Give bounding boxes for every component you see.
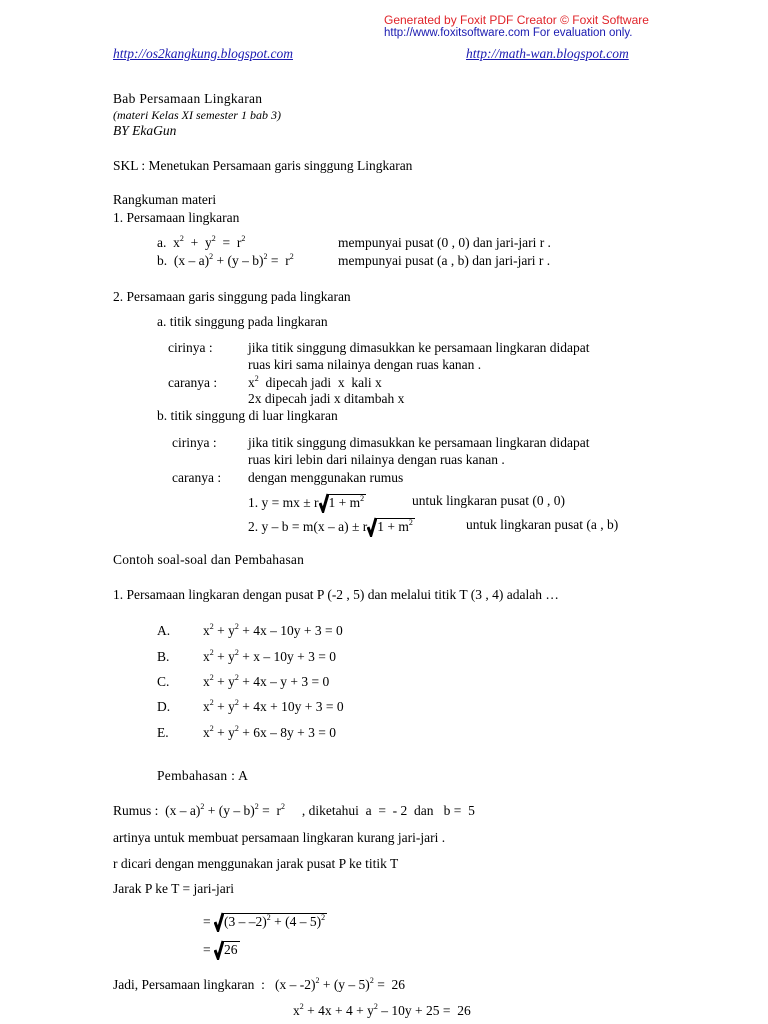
caranya-label-a: caranya :	[168, 375, 218, 390]
formula-1	[248, 493, 366, 511]
cirinya-b-line2: ruas kiri lebin dari nilainya dengan ruas kanan .	[248, 452, 505, 467]
cirinya-a-line1: jika titik singgung dimasukkan ke persamaan lingkaran didapat	[248, 340, 590, 355]
answer-line: Pembahasan : A	[157, 768, 249, 783]
question-1: 1. Persamaan lingkaran dengan pusat P (-2 , 5) dan melalui titik T (3 , 4) adalah …	[113, 587, 559, 602]
explanation-line: artinya untuk membuat persamaan lingkaran kurang jari-jari .	[113, 830, 446, 845]
option-c: $x^2 + y^2 + 4x - y + 3 = 0$	[203, 673, 330, 689]
cirinya-label-b: cirinya :	[172, 435, 217, 450]
sqrt-icon	[214, 912, 222, 930]
sqrt-icon	[214, 940, 222, 958]
conclusion-line: Jadi, Persamaan lingkaran : (x – -2)$^2$ + (y – 5)$^2$ = 26	[113, 976, 406, 992]
calc-equals-2: =	[203, 942, 211, 957]
option-letter-c: C.	[157, 674, 170, 689]
header-link-left[interactable]: http://os2kangkung.blogspot.com	[113, 46, 293, 61]
option-letter-b: B.	[157, 649, 170, 664]
calc-step-1	[203, 912, 327, 930]
formula-line: Rumus : $(x - a)^2 + (y - b)^2 = r^2$ , diketahui a = - 2 dan b = 5	[113, 802, 475, 818]
equation-a: a. $x^2 + y^2 = r^2$	[157, 234, 246, 250]
caranya-label-b: caranya :	[172, 470, 222, 485]
expansion-line: $x^2 + 4x + 4 + y^2 - 10y + 25 = 26$	[293, 1002, 471, 1018]
author: BY EkaGun	[113, 123, 177, 138]
equation-b: b. $(x - a)^2 + (y - b)^2 = r^2$	[157, 252, 294, 268]
caranya-b-line1: dengan menggunakan rumus	[248, 470, 404, 485]
formula-2	[248, 517, 415, 535]
sub-item-b: b. titik singgung di luar lingkaran	[157, 408, 338, 423]
summary-item-2: 2. Persamaan garis singgung pada lingkaran	[113, 289, 351, 304]
equation-b-desc: mempunyai pusat (a , b) dan jari-jari r .	[338, 253, 551, 268]
formula-2-desc: untuk lingkaran pusat (a , b)	[466, 517, 619, 532]
sub-item-a: a. titik singgung pada lingkaran	[157, 314, 328, 329]
caranya-a-line2: 2x dipecah jadi x ditambah x	[248, 391, 405, 406]
formula-1-left: 1. y = mx ± r	[248, 495, 319, 510]
caranya-a-line1: $x^2$ dipecah jadi x kali x	[248, 374, 382, 390]
skl-line: SKL : Menetukan Persamaan garis singgung Lingkaran	[113, 158, 413, 173]
radius-line: r dicari dengan menggunakan jarak pusat P ke titik T	[113, 856, 399, 871]
distance-line: Jarak P ke T = jari-jari	[113, 881, 234, 896]
option-b: $x^2 + y^2 + x - 10y + 3 = 0$	[203, 648, 336, 664]
formula-2-left: 2. y – b = m(x – a) ± r	[248, 519, 368, 534]
watermark-line-1: Generated by Foxit PDF Creator © Foxit Software	[384, 13, 649, 27]
option-e: $x^2 + y^2 + 6x - 8y + 3 = 0$	[203, 724, 336, 740]
header-link-right[interactable]: http://math-wan.blogspot.com	[466, 46, 629, 61]
cirinya-label-a: cirinya :	[168, 340, 213, 355]
calc-step-2	[203, 940, 240, 958]
calc-equals-1: =	[203, 914, 211, 929]
calc-radicand-1: (3 – –2)$^2$ + (4 – 5)$^2$	[224, 913, 326, 929]
cirinya-a-line2: ruas kiri sama nilainya dengan ruas kanan .	[248, 357, 482, 372]
option-letter-e: E.	[157, 725, 169, 740]
formula-1-desc: untuk lingkaran pusat (0 , 0)	[412, 493, 565, 508]
calc-radicand-2: 26	[224, 942, 238, 957]
formula-1-radicand: $1 + m^2$	[328, 494, 365, 510]
chapter-title: Bab Persamaan Lingkaran	[113, 91, 263, 106]
sqrt-icon	[367, 517, 375, 535]
watermark-line-2: http://www.foxitsoftware.com For evaluation only.	[384, 27, 633, 39]
examples-heading: Contoh soal-soal dan Pembahasan	[113, 552, 305, 567]
option-letter-d: D.	[157, 699, 171, 714]
summary-item-1: 1. Persamaan lingkaran	[113, 210, 240, 225]
option-d: $x^2 + y^2 + 4x + 10y + 3 = 0$	[203, 698, 344, 714]
cirinya-b-line1: jika titik singgung dimasukkan ke persamaan lingkaran didapat	[248, 435, 590, 450]
option-a: $x^2 + y^2 + 4x - 10y + 3 = 0$	[203, 622, 343, 638]
sqrt-icon	[319, 493, 327, 511]
summary-heading: Rangkuman materi	[113, 192, 217, 207]
equation-a-desc: mempunyai pusat (0 , 0) dan jari-jari r .	[338, 235, 551, 250]
formula-2-radicand: $1 + m^2$	[377, 518, 413, 534]
option-letter-a: A.	[157, 623, 171, 638]
chapter-subtitle: (materi Kelas XI semester 1 bab 3)	[113, 108, 281, 122]
